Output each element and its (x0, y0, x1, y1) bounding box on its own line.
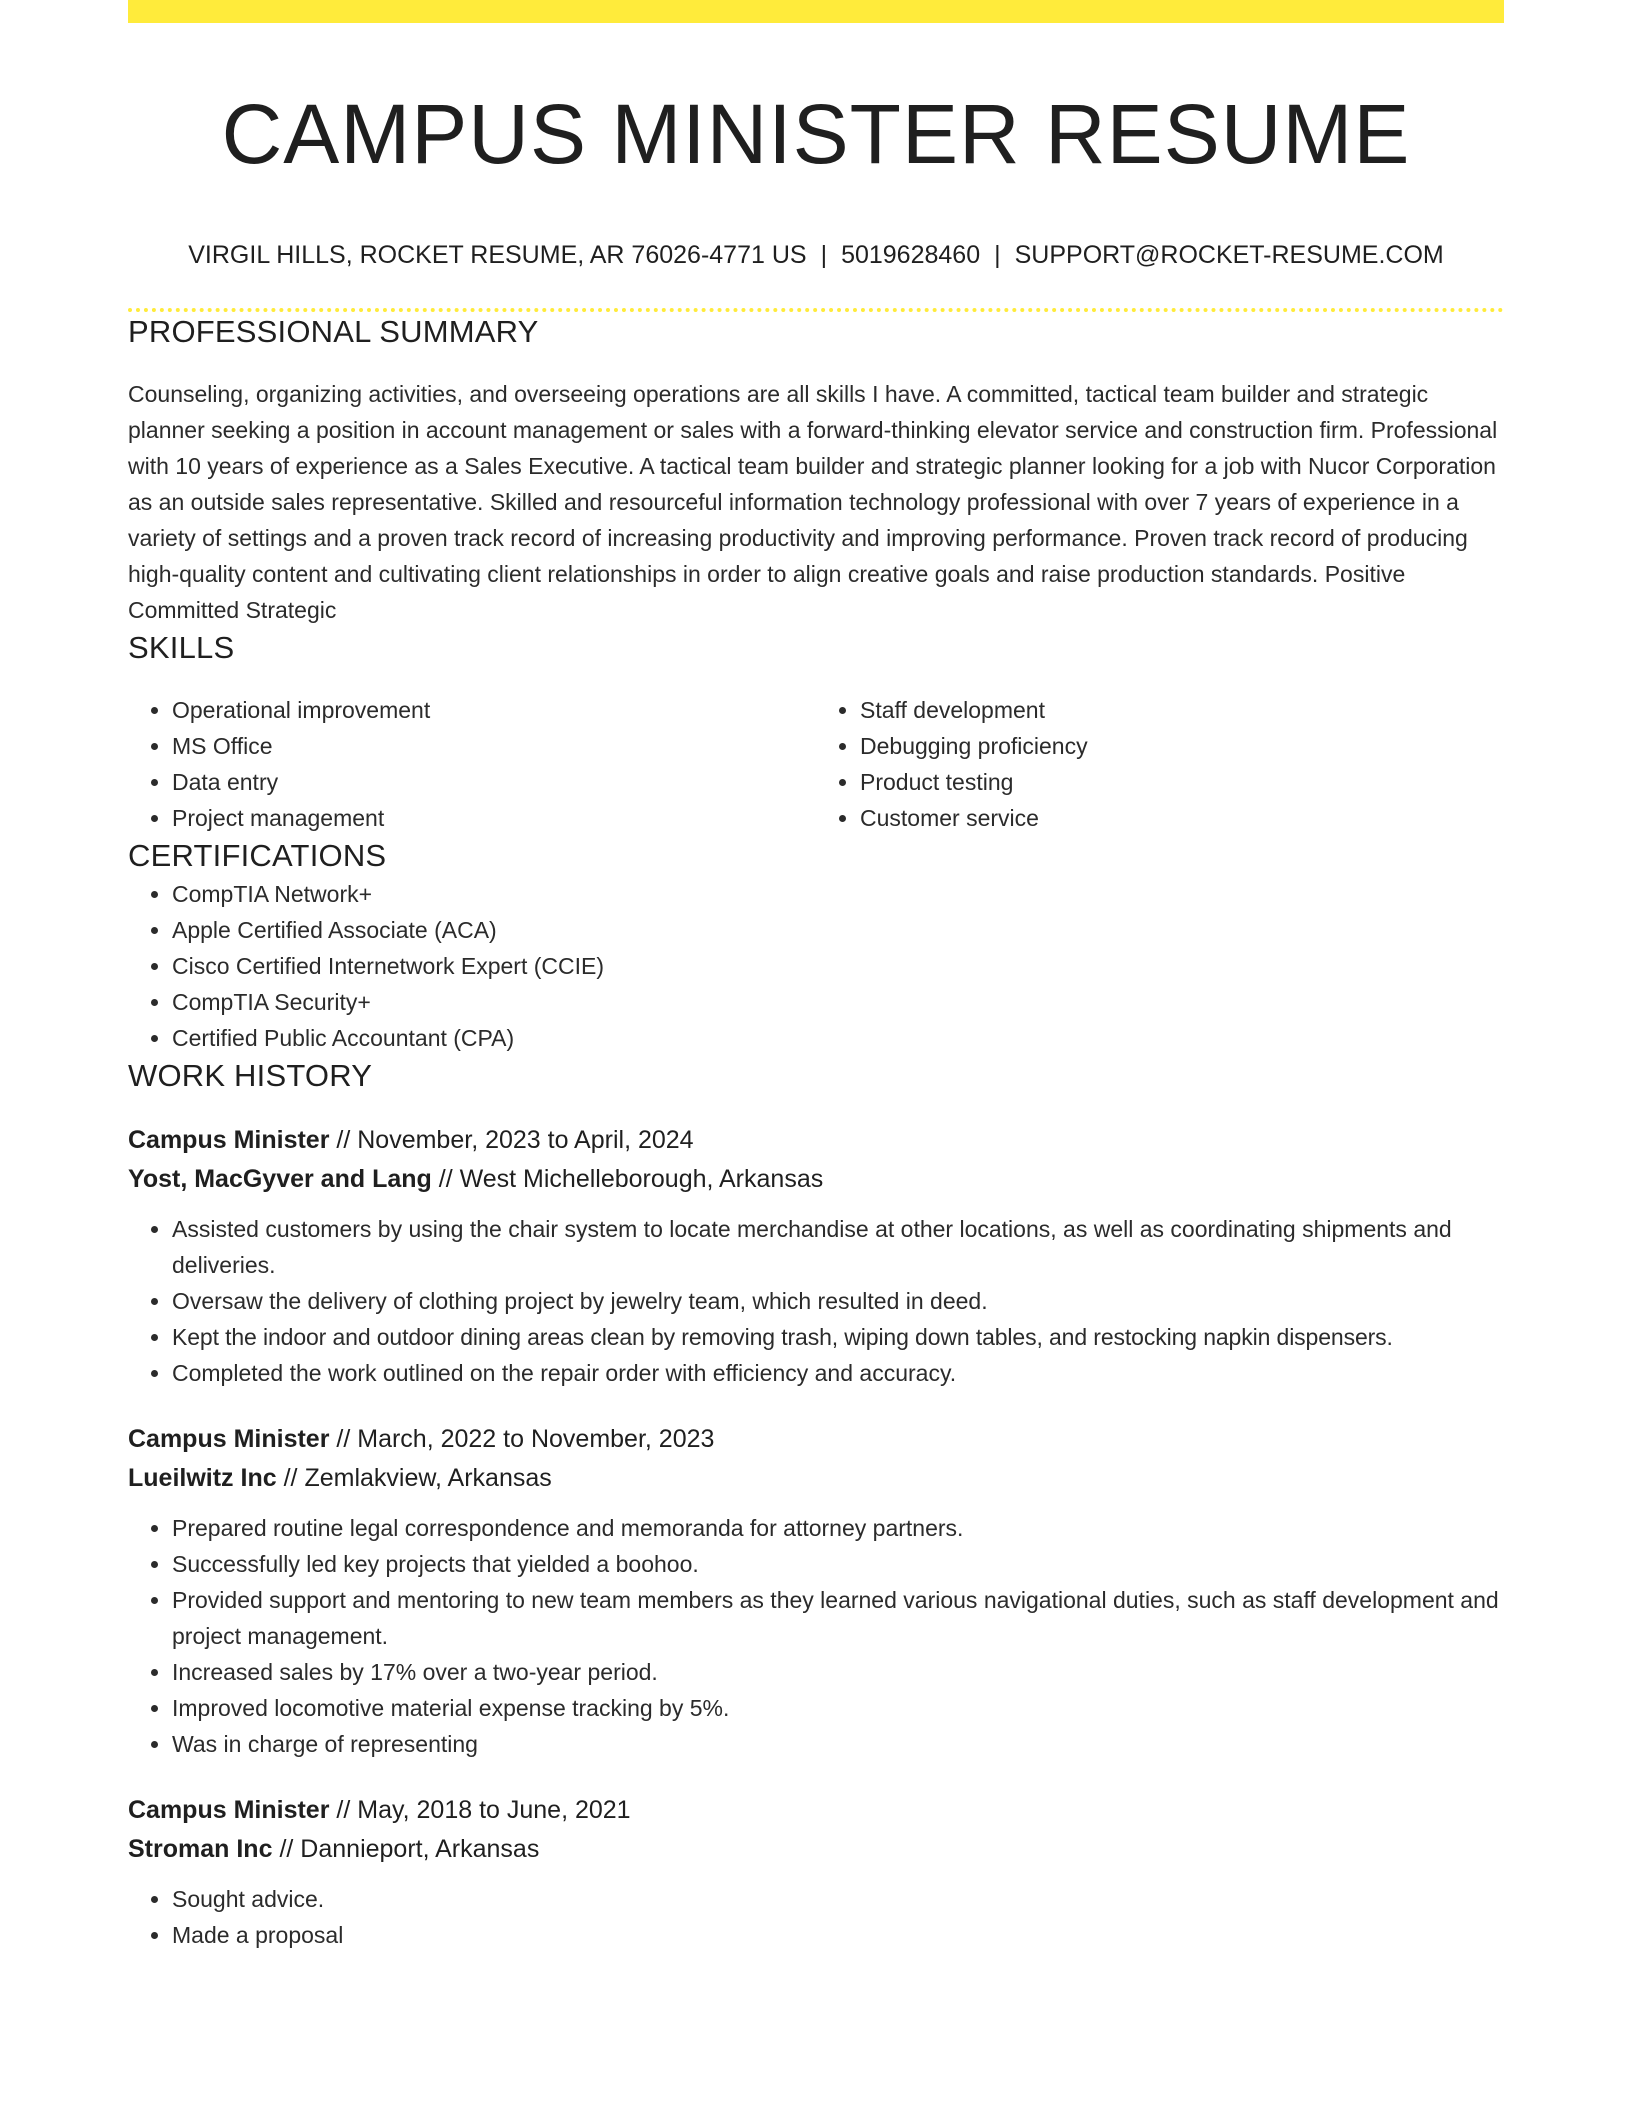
job-location: Dannieport, Arkansas (300, 1835, 540, 1863)
job-bullet: • Increased sales by 17% over a two-year period. (172, 1654, 1504, 1690)
skill-item: • MS Office (172, 728, 816, 764)
skill-item: • Data entry (172, 764, 816, 800)
job-role: Campus Minister (128, 1796, 330, 1824)
contact-separator: | (994, 241, 1001, 269)
certifications-list (128, 876, 1504, 1056)
job-divider: // (336, 1126, 351, 1154)
skill-item: • Customer service (860, 800, 1504, 836)
job-company: Yost, MacGyver and Lang (128, 1165, 432, 1193)
resume-title: CAMPUS MINISTER RESUME (221, 87, 1411, 181)
job-location: West Michelleborough, Arkansas (459, 1165, 824, 1193)
job-bullets (128, 1881, 1504, 1953)
resume-page (128, 0, 1504, 1953)
certification-item: • CompTIA Security+ (172, 984, 1504, 1020)
job-bullet: • Completed the work outlined on the repair order with efficiency and accuracy. (172, 1355, 1504, 1391)
job-divider: // (283, 1464, 298, 1492)
job-dates: March, 2022 to November, 2023 (357, 1425, 715, 1453)
job-bullet: • Was in charge of representing (172, 1726, 1504, 1762)
job-entry (128, 1791, 1504, 1953)
job-location: Zemlakview, Arkansas (304, 1464, 552, 1492)
skill-item: • Debugging proficiency (860, 728, 1504, 764)
job-company-line (128, 1160, 1504, 1199)
skill-item: • Staff development (860, 692, 1504, 728)
contact-address: VIRGIL HILLS, ROCKET RESUME, AR 76026-4771 US (188, 241, 807, 269)
skill-item: • Operational improvement (172, 692, 816, 728)
skill-item: • Product testing (860, 764, 1504, 800)
job-bullet: • Prepared routine legal correspondence and memoranda for attorney partners. (172, 1510, 1504, 1546)
work-history-heading: WORK HISTORY (128, 1058, 373, 1093)
job-role: Campus Minister (128, 1425, 330, 1453)
certification-item: • Certified Public Accountant (CPA) (172, 1020, 1504, 1056)
job-entry (128, 1121, 1504, 1391)
skills-columns (128, 692, 1504, 836)
skills-list-left (128, 692, 816, 836)
skills-list-right (816, 692, 1504, 836)
job-company-line (128, 1459, 1504, 1498)
job-divider: // (279, 1835, 294, 1863)
job-divider: // (336, 1796, 351, 1824)
job-bullet: • Kept the indoor and outdoor dining areas clean by removing trash, wiping down tables, and restocking napkin dispensers. (172, 1319, 1504, 1355)
job-bullet: • Assisted customers by using the chair system to locate merchandise at other locations, as well as coordinating shipments and deliveries. (172, 1211, 1504, 1283)
job-bullets (128, 1510, 1504, 1762)
job-bullet: • Successfully led key projects that yielded a boohoo. (172, 1546, 1504, 1582)
job-role-line (128, 1420, 1504, 1459)
job-divider: // (438, 1165, 453, 1193)
certification-item: • Apple Certified Associate (ACA) (172, 912, 1504, 948)
job-company: Lueilwitz Inc (128, 1464, 277, 1492)
job-bullets (128, 1211, 1504, 1391)
job-bullet: • Oversaw the delivery of clothing project by jewelry team, which resulted in deed. (172, 1283, 1504, 1319)
summary-heading: PROFESSIONAL SUMMARY (128, 314, 539, 349)
job-entry (128, 1420, 1504, 1762)
job-dates: November, 2023 to April, 2024 (357, 1126, 694, 1154)
skills-heading: SKILLS (128, 630, 235, 665)
job-divider: // (336, 1425, 351, 1453)
job-role-line (128, 1791, 1504, 1830)
certifications-heading: CERTIFICATIONS (128, 838, 387, 873)
job-bullet: • Made a proposal (172, 1917, 1504, 1953)
job-bullet: • Provided support and mentoring to new team members as they learned various navigational duties, such as staff development and project management. (172, 1582, 1504, 1654)
job-role: Campus Minister (128, 1126, 330, 1154)
skill-item: • Project management (172, 800, 816, 836)
contact-separator: | (820, 241, 828, 269)
job-company: Stroman Inc (128, 1835, 273, 1863)
job-bullet: • Improved locomotive material expense tracking by 5%. (172, 1690, 1504, 1726)
accent-top-bar (128, 0, 1504, 23)
job-role-line (128, 1121, 1504, 1160)
contact-phone: 5019628460 (841, 241, 981, 269)
job-company-line (128, 1830, 1504, 1869)
contact-email: SUPPORT@ROCKET-RESUME.COM (1014, 241, 1444, 269)
summary-text: Counseling, organizing activities, and overseeing operations are all skills I have. A committed, tactical team builder and strategic planner seeking a position in account management or sales with a forward-thinking elevator service and construction firm. Professional with 10 years of experience as a Sales Executive. A tactical team builder and strategic planner looking for a job with Nucor Corporation as an outside sales representative. Skilled and resourceful information technology professional with over 7 years of experience in a variety of settings and a proven track record of increasing productivity and improving performance. Proven track record of producing high-quality content and cultivating client relationships in order to align creative goals and raise production standards. Positive Committed Strategic (128, 381, 1498, 623)
certification-item: • Cisco Certified Internetwork Expert (CCIE) (172, 948, 1504, 984)
certification-item: • CompTIA Network+ (172, 876, 1504, 912)
job-dates: May, 2018 to June, 2021 (357, 1796, 631, 1824)
contact-line (128, 238, 1504, 272)
job-bullet: • Sought advice. (172, 1881, 1504, 1917)
